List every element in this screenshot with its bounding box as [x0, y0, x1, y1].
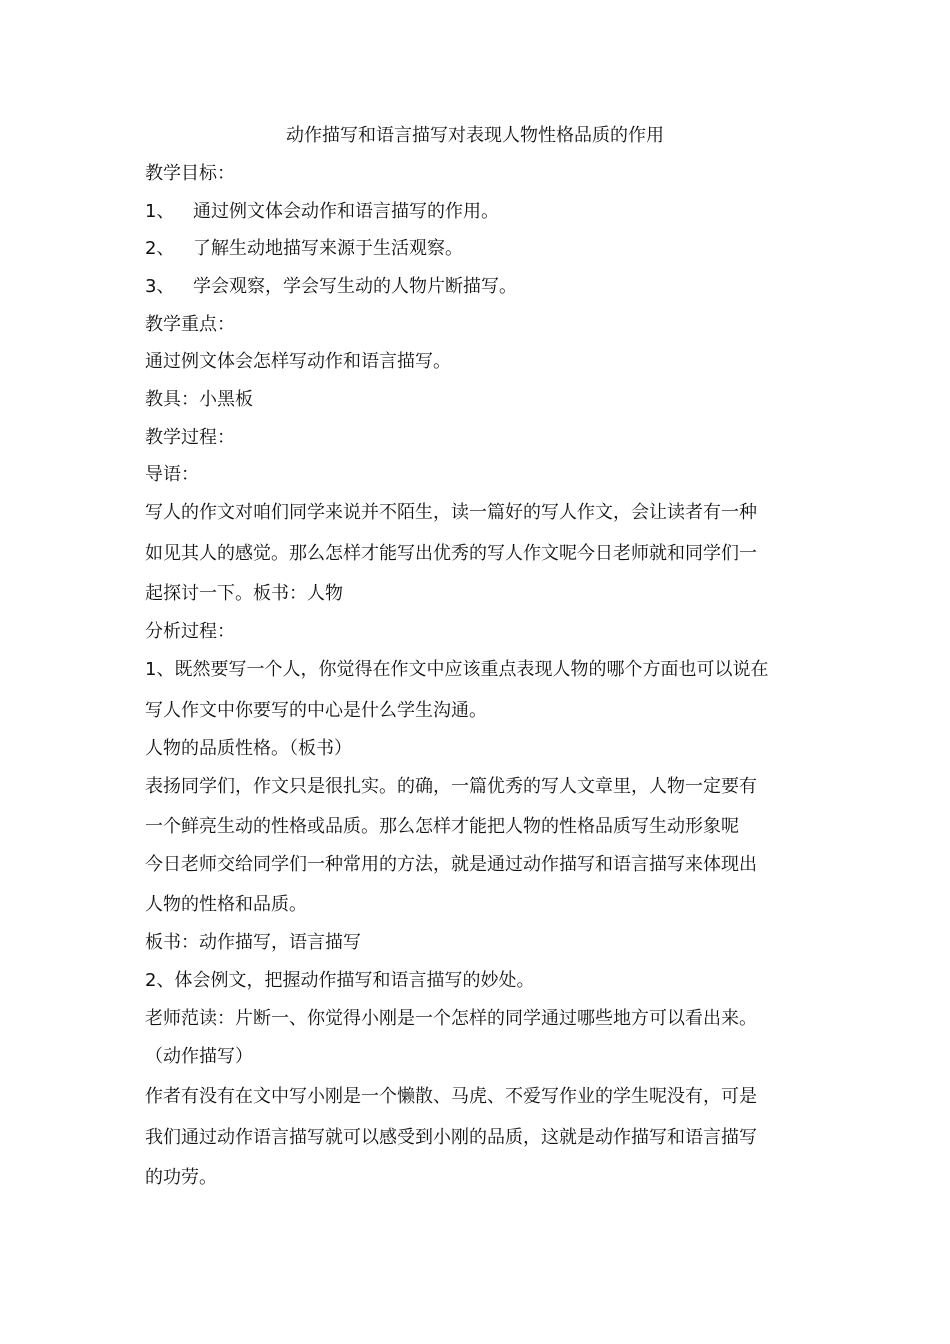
analysis-question-line: 1、既然要写一个人，你觉得在作文中应该重点表现人物的哪个方面也可以说在: [145, 659, 769, 680]
step-two-text: 2、体会例文，把握动作描写和语言描写的妙处。: [145, 970, 535, 991]
analysis-heading: 分析过程：: [145, 621, 235, 642]
board-note: 板书：动作描写，语言描写: [145, 932, 361, 953]
analysis-question-line: 写人作文中你要写的中心是什么学生沟通。: [145, 700, 487, 721]
intro-heading: 导语：: [145, 464, 199, 485]
document-title: 动作描写和语言描写对表现人物性格品质的作用: [286, 125, 664, 146]
process-heading: 教学过程：: [145, 427, 235, 448]
intro-paragraph-line: 起探讨一下。板书：人物: [145, 583, 343, 604]
objective-item: [145, 237, 463, 261]
objective-text: 学会观察，学会写生动的人物片断描写。: [193, 276, 517, 297]
method-line: 人物的性格和品质。: [145, 894, 307, 915]
tools-text: 教具：小黑板: [145, 389, 253, 410]
objective-number: 3、: [145, 276, 175, 297]
conclusion-line: 的功劳。: [145, 1167, 217, 1188]
praise-line: 表扬同学们，作文只是很扎实。的确，一篇优秀的写人文章里，人物一定要有: [145, 776, 757, 797]
praise-line: 一个鲜亮生动的性格或品质。那么怎样才能把人物的性格品质写生动形象呢: [145, 816, 739, 837]
objective-number: 2、: [145, 238, 175, 259]
objective-text: 了解生动地描写来源于生活观察。: [193, 238, 463, 259]
teacher-reading-text: 老师范读：片断一、你觉得小刚是一个怎样的同学通过哪些地方可以看出来。: [145, 1008, 757, 1029]
key-points-heading: 教学重点：: [145, 314, 235, 335]
method-line: 今日老师交给同学们一种常用的方法，就是通过动作描写和语言描写来体现出: [145, 854, 757, 875]
key-points-text: 通过例文体会怎样写动作和语言描写。: [145, 351, 451, 372]
objectives-heading: 教学目标：: [145, 163, 235, 184]
intro-paragraph-line: 写人的作文对咱们同学来说并不陌生，读一篇好的写人作文，会让读者有一种: [145, 502, 757, 523]
answer-text: 人物的品质性格。（板书）: [145, 738, 352, 759]
objective-number: 1、: [145, 201, 175, 222]
objective-item: [145, 200, 499, 224]
conclusion-line: 作者有没有在文中写小刚是一个懒散、马虎、不爱写作业的学生呢没有，可是: [145, 1086, 757, 1107]
intro-paragraph-line: 如见其人的感觉。那么怎样才能写出优秀的写人作文呢今日老师就和同学们一: [145, 543, 757, 564]
action-note: （动作描写）: [145, 1046, 253, 1067]
objective-text: 通过例文体会动作和语言描写的作用。: [193, 201, 499, 222]
conclusion-line: 我们通过动作语言描写就可以感受到小刚的品质，这就是动作描写和语言描写: [145, 1127, 757, 1148]
objective-item: [145, 275, 517, 299]
